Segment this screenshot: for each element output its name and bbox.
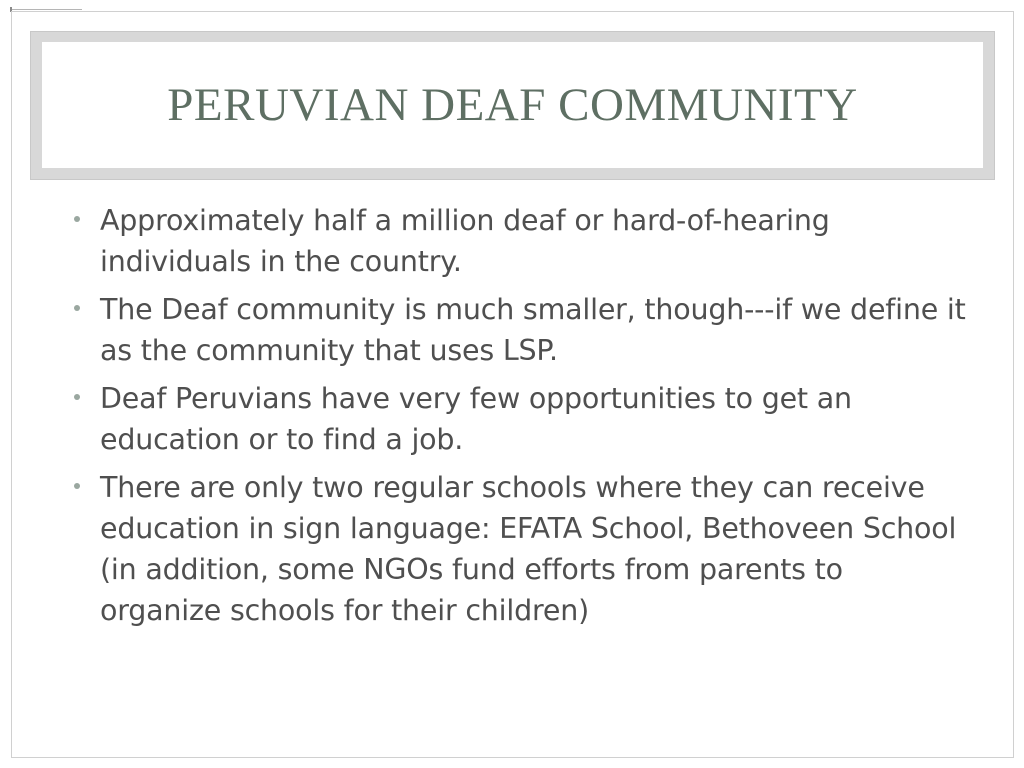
bullet-item-3: [70, 378, 970, 460]
bullet-dot-icon: [74, 394, 80, 400]
bullet-item-4: [70, 467, 970, 631]
bullet-dot-icon: [74, 305, 80, 311]
slide-title: PERUVIAN DEAF COMMUNITY: [167, 79, 858, 131]
title-frame: [30, 31, 995, 180]
bullet-text-2: The Deaf community is much smaller, though---if we define it as the community that uses LSP.: [100, 293, 966, 367]
bullet-list: [70, 200, 970, 638]
bullet-text-1: Approximately half a million deaf or hard-of-hearing individuals in the country.: [100, 204, 830, 278]
bullet-item-2: [70, 289, 970, 371]
bullet-item-1: [70, 200, 970, 282]
bullet-dot-icon: [74, 216, 80, 222]
title-box: [42, 42, 983, 168]
bullet-text-3: Deaf Peruvians have very few opportunities to get an education or to find a job.: [100, 382, 852, 456]
bullet-dot-icon: [74, 483, 80, 489]
bullet-text-4: There are only two regular schools where they can receive education in sign language: EFATA School, Bethoveen School (in addition, some NGOs fund efforts from parents to organize schools for their children): [100, 471, 957, 627]
